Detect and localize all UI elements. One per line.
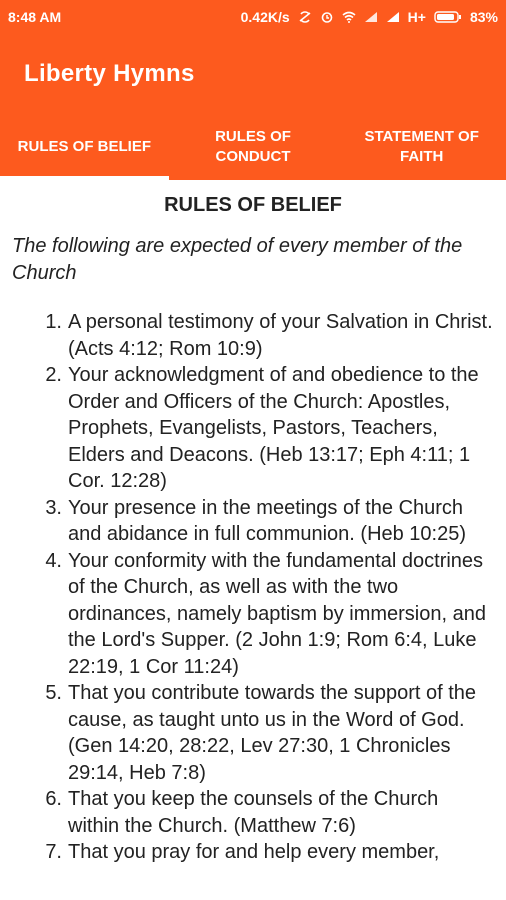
item-text: Your conformity with the fundamental doctrines of the Church, as well as with the two ordinances, namely baptism by immersion, and the Lord's Supper. (2 John 1:9; Rom 6:4, Luke 22:19, 1 Cor 11:24) (68, 549, 486, 678)
tab-bar (0, 114, 506, 180)
item-number: 1. (45, 311, 62, 333)
list-item (12, 680, 494, 786)
item-text: That you keep the counsels of the Church within the Church. (Matthew 7:6) (68, 788, 439, 837)
tab-statement-of-faith[interactable]: STATEMENT OF FAITH (364, 128, 479, 165)
network-type: H+ (407, 9, 426, 25)
list-item (12, 548, 494, 681)
app-bar (0, 34, 506, 114)
wifi-icon (342, 11, 356, 23)
battery-level: 83% (469, 9, 498, 25)
item-number: 2. (45, 364, 62, 386)
item-text: Your presence in the meetings of the Church and abidance in full communion. (Heb 10:25) (68, 496, 467, 545)
item-number: 5. (45, 682, 62, 704)
list-item (12, 309, 494, 362)
list-item (12, 362, 494, 495)
alarm-icon (320, 11, 334, 23)
tab-rules-of-conduct[interactable]: RULES OF CONDUCT (215, 128, 291, 165)
item-text: That you pray for and help every member, (68, 841, 440, 863)
app-title: Liberty Hymns (24, 60, 195, 87)
item-number: 4. (45, 549, 62, 572)
signal-icon-2 (386, 11, 400, 23)
item-text: Your acknowledgment of and obedience to the Order and Officers of the Church: Apostles, Prophets, Evangelists, Pastors, Teachers, Elders and Deacons. (Heb 13:17; Eph 4:11; 1 Cor. 12:28) (68, 364, 479, 492)
rules-list (12, 309, 494, 866)
signal-icon-1 (364, 11, 378, 23)
status-bar (0, 0, 506, 34)
item-number: 3. (45, 496, 62, 519)
network-speed: 0.42K/s (240, 9, 290, 25)
data-saver-icon (298, 11, 312, 23)
tab-rules-of-belief[interactable]: RULES OF BELIEF (0, 114, 169, 180)
item-text: A personal testimony of your Salvation in Christ. (Acts 4:12; Rom 10:9) (68, 311, 493, 360)
item-number: 6. (45, 788, 62, 810)
list-item (12, 495, 494, 548)
status-time: 8:48 AM (8, 9, 62, 25)
page-title: RULES OF BELIEF (164, 194, 342, 216)
status-indicators (241, 9, 498, 25)
battery-icon (434, 11, 462, 23)
list-item (12, 786, 494, 839)
list-item (12, 839, 494, 866)
item-number: 7. (45, 841, 62, 863)
content-area[interactable] (0, 194, 506, 866)
intro-text: The following are expected of every member of the Church (12, 235, 463, 284)
item-text: That you contribute towards the support of the cause, as taught unto us in the Word of God. (Gen 14:20, 28:22, Lev 27:30, 1 Chronicles 29:14, Heb 7:8) (68, 682, 477, 784)
